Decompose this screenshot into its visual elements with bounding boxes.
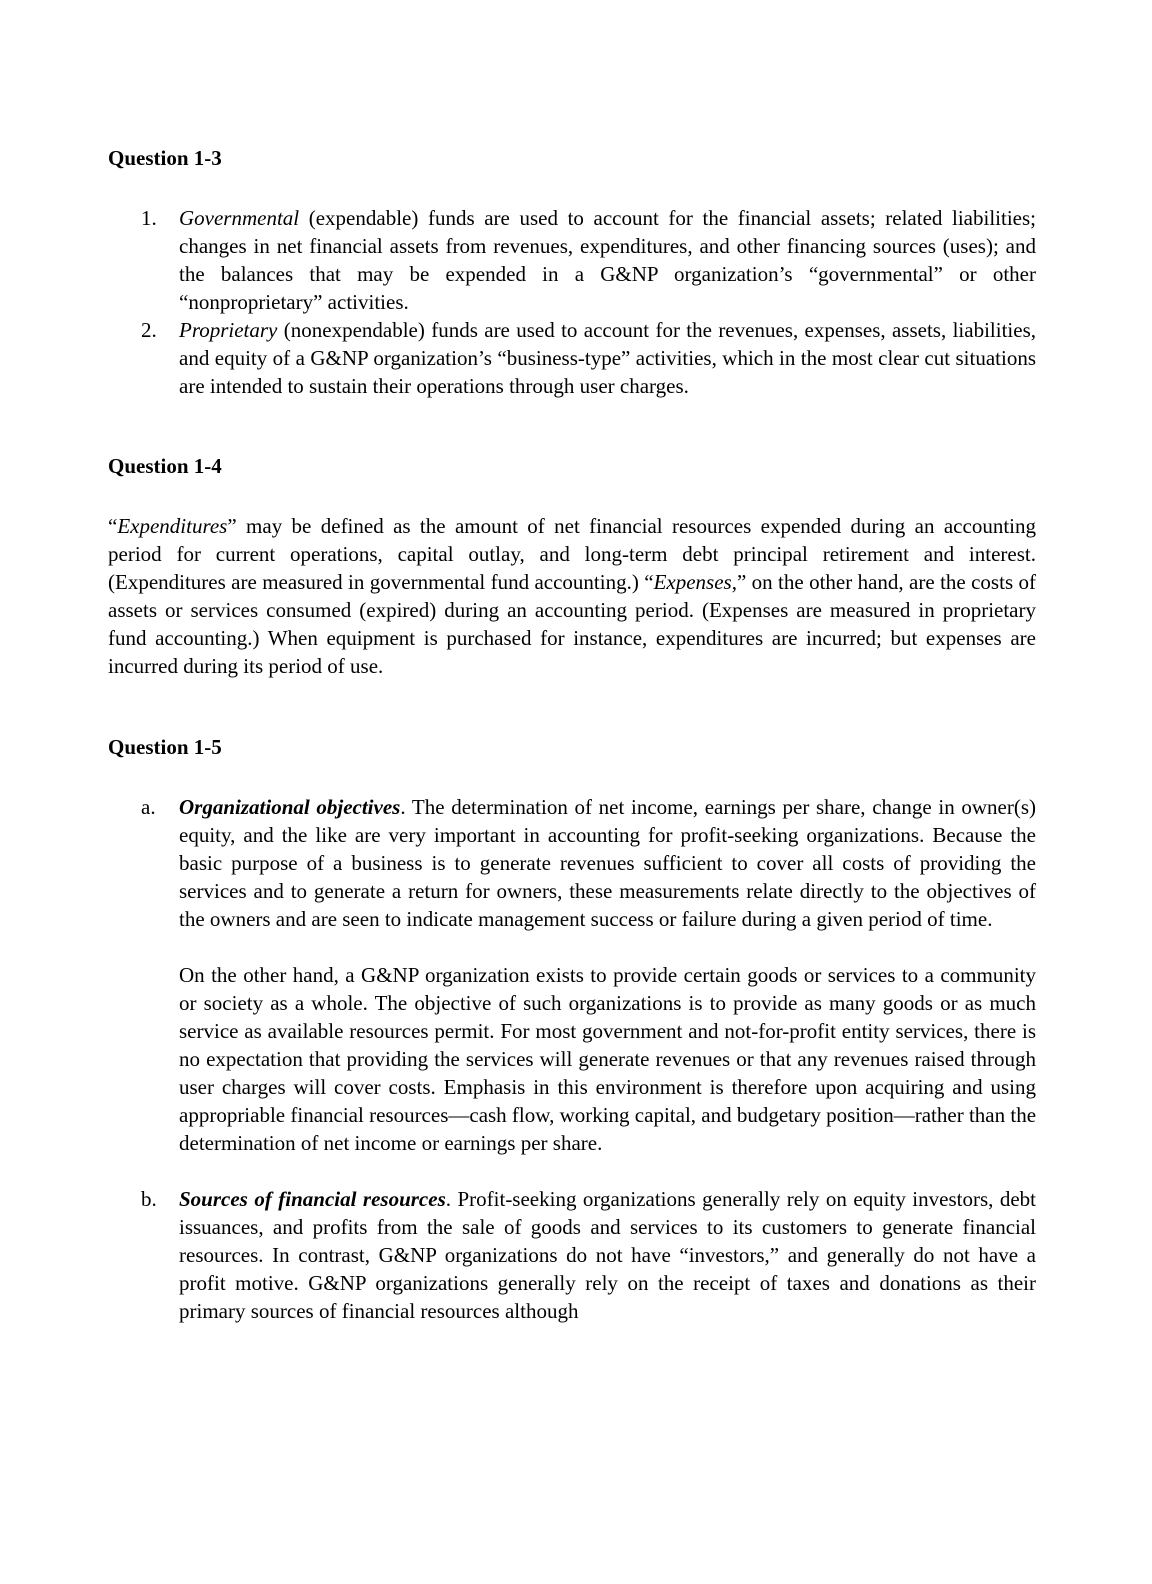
- term-expenditures: Expenditures: [117, 514, 228, 538]
- expenses-text: ,” on the other hand, are the costs of assets or services consumed (expired) during an accounting period. (Expenses are measured in proprietary fund accounting.) When equipment is purchased for instance, expenditures are incurred; but expenses are incurred during its period of use.: [108, 570, 1036, 678]
- question-1-5-section: [108, 733, 1036, 1325]
- list-item-text: [179, 793, 1036, 933]
- list-marker: b.: [141, 1187, 157, 1211]
- organizational-objectives-paragraph-2: On the other hand, a G&NP organization exists to provide certain goods or services to a community or society as a whole. The objective of such organizations is to provide as many goods or as much service as available resources permit. For most government and not-for-profit entity services, there is no expectation that providing the services will generate revenues or that any revenues raised through user charges will cover costs. Emphasis in this environment is therefore upon acquiring and using appropriable financial resources—cash flow, working capital, and budgetary position—rather than the determination of net income or earnings per share.: [179, 963, 1037, 1155]
- list-marker: 2.: [141, 318, 157, 342]
- open-quote: “: [108, 514, 118, 538]
- organizational-objectives-text: . The determination of net income, earnings per share, change in owner(s) equity, and the like are very important in accounting for profit-seeking organizations. Because the basic purpose of a business is to generate revenues sufficient to cover all costs of providing the services and to generate a return for owners, these measurements relate directly to the objectives of the owners and are seen to indicate management success or failure during a given period of time.: [179, 795, 1036, 931]
- governmental-definition: (expendable) funds are used to account for the financial assets; related liabilities; changes in net financial assets from revenues, expenditures, and other financing sources (uses); and the balances that may be expended in a G&NP organization’s “governmental” or other “nonproprietary” activities.: [179, 206, 1036, 314]
- term-expenses: Expenses: [653, 570, 732, 594]
- list-marker: 1.: [141, 206, 157, 230]
- expenditures-text: ” may be defined as the amount of net financial resources expended during an accounting period for current operations, capital outlay, and long-term debt principal retirement and interest. (Expenditures are measured in governmental fund accounting.) “: [108, 514, 1036, 594]
- term-governmental: Governmental: [179, 206, 300, 230]
- proprietary-definition: (nonexpendable) funds are used to account for the revenues, expenses, assets, liabilities, and equity of a G&NP organization’s “business-type” activities, which in the most clear cut situations are intended to sustain their operations through user charges.: [179, 318, 1036, 398]
- list-item: [108, 316, 1036, 400]
- list-item: [108, 1185, 1036, 1325]
- question-1-4-heading: Question 1-4: [108, 454, 222, 478]
- term-organizational-objectives: Organizational objectives: [179, 795, 401, 819]
- expenditures-paragraph: [108, 512, 1036, 680]
- question-1-5-heading: Question 1-5: [108, 735, 222, 759]
- list-item: [108, 793, 1036, 1157]
- list-item-text: [179, 316, 1036, 400]
- question-1-3-heading: Question 1-3: [108, 146, 222, 170]
- term-sources-of-financial-resources: Sources of financial resources: [179, 1187, 446, 1211]
- list-item: [108, 204, 1036, 316]
- list-item-text: [179, 204, 1036, 316]
- sources-of-financial-resources-text: . Profit-seeking organizations generally rely on equity investors, debt issuances, and profits from the sale of goods and services to its customers to generate financial resources. In contrast, G&NP organizations do not have “investors,” and generally do not have a profit motive. G&NP organizations generally rely on the receipt of taxes and donations as their primary sources of financial resources although: [179, 1187, 1036, 1323]
- list-marker: a.: [141, 795, 156, 819]
- list-item-text: [179, 1185, 1036, 1325]
- question-1-4-section: [108, 452, 1036, 680]
- question-1-3-section: [108, 144, 1036, 400]
- term-proprietary: Proprietary: [179, 318, 278, 342]
